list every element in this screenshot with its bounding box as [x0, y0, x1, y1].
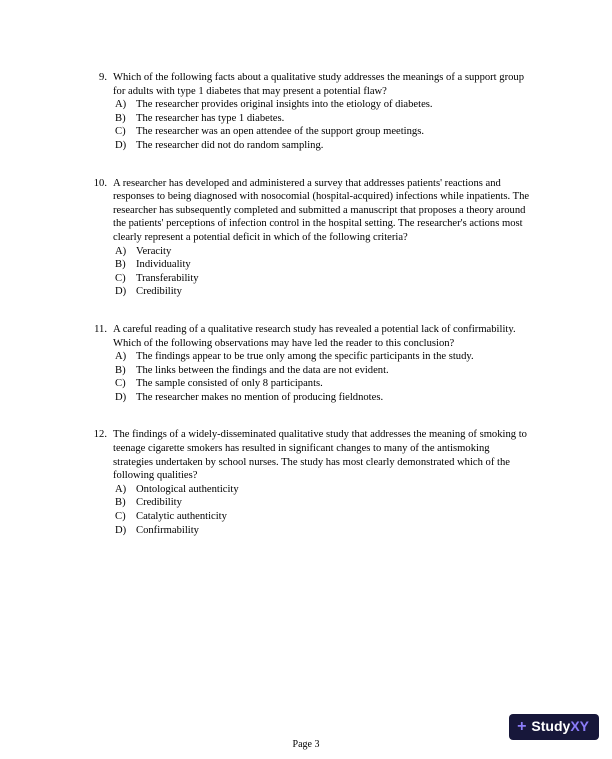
answer-option [115, 496, 532, 510]
answer-option [115, 350, 532, 364]
option-letter: C) [115, 272, 126, 284]
option-letter: D) [115, 139, 127, 151]
option-text: Confirmability [136, 524, 199, 536]
option-letter: A) [115, 351, 127, 363]
option-text: The researcher was an open attendee of the support group meetings. [136, 126, 424, 138]
option-letter: A) [115, 483, 127, 495]
option-letter: C) [115, 378, 126, 390]
option-text: Ontological authenticity [136, 483, 239, 495]
answer-option [115, 377, 532, 391]
answer-option [115, 391, 532, 405]
option-text: The researcher makes no mention of producing fieldnotes. [136, 391, 384, 403]
option-text: Individuality [136, 259, 191, 271]
option-text: Credibility [136, 497, 182, 509]
answer-option [115, 139, 532, 153]
answer-option [115, 272, 532, 286]
option-text: Transferability [136, 272, 199, 284]
question-12 [90, 428, 532, 537]
question-number: 11. [94, 323, 107, 335]
option-letter: A) [115, 99, 127, 111]
answer-option [115, 285, 532, 299]
answer-option [115, 258, 532, 272]
option-letter: D) [115, 286, 127, 298]
question-text: The findings of a widely-disseminated qualitative study that addresses the meaning of smoking to teenage cigarette smokers has resulted in significant changes to many of the antismoking strategies undertaken by school nurses. The study has most clearly demonstrated which of the following qualities? [113, 429, 527, 482]
option-letter: B) [115, 497, 126, 509]
option-letter: A) [115, 245, 127, 257]
question-10 [90, 177, 532, 299]
option-letter: B) [115, 112, 126, 124]
brand-name-primary: Study [531, 718, 571, 735]
question-body [113, 71, 532, 153]
question-text: A careful reading of a qualitative research study has revealed a potential lack of confirmability. Which of the following observations may have led the reader to this conclusion? [113, 323, 516, 349]
option-text: Veracity [136, 245, 172, 257]
plus-icon: + [517, 718, 527, 735]
answer-option [115, 524, 532, 538]
question-number: 12. [93, 429, 107, 441]
option-text: The researcher provides original insights into the etiology of diabetes. [136, 99, 433, 111]
question-11 [90, 323, 532, 405]
question-list [90, 71, 532, 561]
question-number: 9. [99, 72, 107, 83]
option-letter: B) [115, 364, 126, 376]
answer-option [115, 125, 532, 139]
brand-name-accent: XY [570, 718, 589, 735]
question-body [113, 323, 532, 405]
question-text: Which of the following facts about a qualitative study addresses the meanings of a support group for adults with type 1 diabetes that may present a potential flaw? [113, 72, 524, 97]
option-letter: B) [115, 259, 126, 271]
answer-option [115, 510, 532, 524]
answer-option [115, 112, 532, 126]
answer-option [115, 364, 532, 378]
option-text: The researcher did not do random sampling. [136, 139, 324, 151]
option-letter: C) [115, 126, 126, 138]
page-number-footer: Page 3 [292, 739, 320, 751]
question-text: A researcher has developed and administered a survey that addresses patients' reactions and responses to being diagnosed with nosocomial (hospital-acquired) infections while inpatients. The researcher has subsequently completed and submitted a manuscript that proposes a theory around the patients' perceptions of infection control in the hospital setting. The researcher's actions most clearly represent a potential deficit in which of the following criteria? [113, 177, 530, 243]
option-text: Catalytic authenticity [136, 511, 227, 523]
option-text: The findings appear to be true only among the specific participants in the study. [136, 351, 474, 363]
option-letter: D) [115, 524, 127, 536]
option-letter: D) [115, 391, 127, 403]
question-body [113, 177, 532, 299]
brand-name [531, 720, 589, 734]
option-text: The researcher has type 1 diabetes. [136, 112, 285, 124]
option-text: The sample consisted of only 8 participants. [136, 378, 323, 390]
question-number: 10. [93, 177, 107, 189]
option-letter: C) [115, 511, 126, 523]
option-text: The links between the findings and the data are not evident. [136, 364, 389, 376]
question-9 [90, 71, 532, 153]
studyxy-logo [509, 714, 599, 740]
option-text: Credibility [136, 286, 182, 298]
answer-option [115, 98, 532, 112]
answer-option [115, 245, 532, 259]
answer-option [115, 483, 532, 497]
question-body [113, 428, 532, 537]
